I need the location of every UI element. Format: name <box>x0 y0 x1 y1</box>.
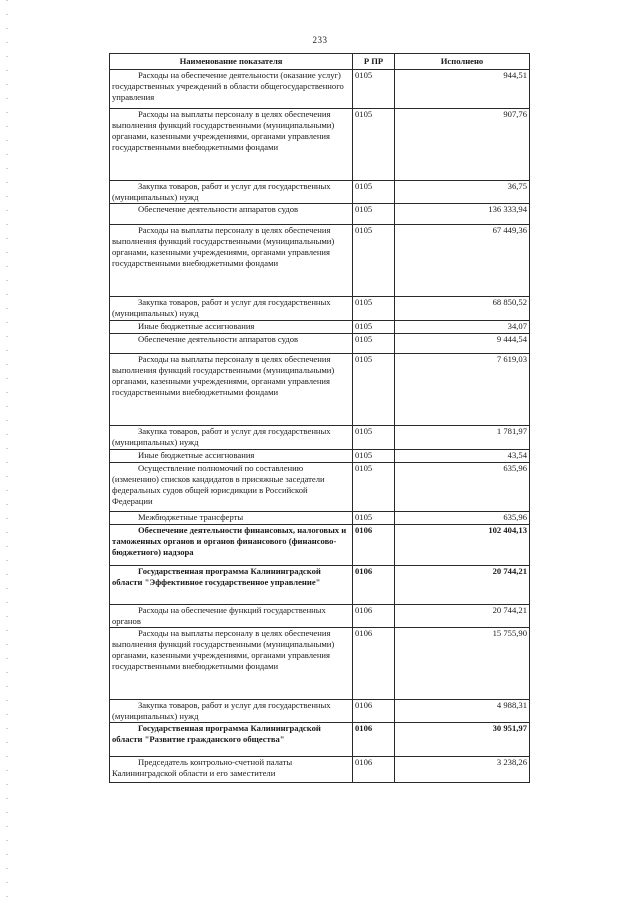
table-row <box>110 204 530 225</box>
table-row <box>110 723 530 757</box>
table-row <box>110 450 530 463</box>
row-section-code: 0106 <box>353 628 395 700</box>
row-indicator-name: Осуществление полномочий по составлению (изменению) списков кандидатов в присяжные заседатели федеральных судов общей юрисдикции в Российской Федерации <box>110 463 353 512</box>
table-row <box>110 512 530 525</box>
header-executed: Исполнено <box>395 54 530 70</box>
table-row <box>110 70 530 109</box>
row-executed-value: 68 850,52 <box>395 297 530 321</box>
row-section-code: 0106 <box>353 566 395 605</box>
row-section-code: 0106 <box>353 525 395 566</box>
row-section-code: 0105 <box>353 225 395 297</box>
row-indicator-name: Обеспечение деятельности аппаратов судов <box>110 334 353 354</box>
row-indicator-name: Иные бюджетные ассигнования <box>110 321 353 334</box>
table-row <box>110 525 530 566</box>
row-indicator-name: Расходы на выплаты персоналу в целях обеспечения выполнения функций государственными (муниципальными) органами, казенными учреждениями, органами управления государственными внебюджетными фондами <box>110 628 353 700</box>
row-section-code: 0105 <box>353 321 395 334</box>
row-executed-value: 1 781,97 <box>395 426 530 450</box>
row-indicator-name: Расходы на обеспечение деятельности (оказание услуг) государственных учреждений в области общегосударственного управления <box>110 70 353 109</box>
row-executed-value: 7 619,03 <box>395 354 530 426</box>
row-section-code: 0105 <box>353 334 395 354</box>
table-row <box>110 757 530 783</box>
row-section-code: 0105 <box>353 109 395 181</box>
row-section-code: 0105 <box>353 450 395 463</box>
table-row <box>110 321 530 334</box>
row-section-code: 0105 <box>353 512 395 525</box>
table-row <box>110 109 530 181</box>
row-executed-value: 34,07 <box>395 321 530 334</box>
row-executed-value: 635,96 <box>395 463 530 512</box>
row-executed-value: 907,76 <box>395 109 530 181</box>
row-executed-value: 36,75 <box>395 181 530 204</box>
row-section-code: 0106 <box>353 605 395 628</box>
row-section-code: 0105 <box>353 297 395 321</box>
row-executed-value: 944,51 <box>395 70 530 109</box>
row-indicator-name: Межбюджетные трансферты <box>110 512 353 525</box>
row-indicator-name: Закупка товаров, работ и услуг для государственных (муниципальных) нужд <box>110 297 353 321</box>
row-indicator-name: Расходы на выплаты персоналу в целях обеспечения выполнения функций государственными (муниципальными) органами, казенными учреждениями, органами управления государственными внебюджетными фондами <box>110 354 353 426</box>
row-executed-value: 30 951,97 <box>395 723 530 757</box>
row-executed-value: 136 333,94 <box>395 204 530 225</box>
row-section-code: 0106 <box>353 757 395 783</box>
row-section-code: 0106 <box>353 700 395 723</box>
row-indicator-name: Иные бюджетные ассигнования <box>110 450 353 463</box>
table-row <box>110 700 530 723</box>
row-executed-value: 635,96 <box>395 512 530 525</box>
row-indicator-name: Закупка товаров, работ и услуг для государственных (муниципальных) нужд <box>110 426 353 450</box>
row-executed-value: 43,54 <box>395 450 530 463</box>
row-indicator-name: Закупка товаров, работ и услуг для государственных (муниципальных) нужд <box>110 181 353 204</box>
row-section-code: 0105 <box>353 463 395 512</box>
row-indicator-name: Закупка товаров, работ и услуг для государственных (муниципальных) нужд <box>110 700 353 723</box>
table-row <box>110 628 530 700</box>
expenditure-table <box>109 53 530 783</box>
row-executed-value: 9 444,54 <box>395 334 530 354</box>
row-section-code: 0105 <box>353 426 395 450</box>
table-row <box>110 354 530 426</box>
row-indicator-name: Обеспечение деятельности аппаратов судов <box>110 204 353 225</box>
row-indicator-name: Расходы на выплаты персоналу в целях обеспечения выполнения функций государственными (муниципальными) органами, казенными учреждениями, органами управления государственными внебюджетными фондами <box>110 109 353 181</box>
header-code: Р ПР <box>353 54 395 70</box>
row-section-code: 0105 <box>353 354 395 426</box>
table-row <box>110 463 530 512</box>
row-section-code: 0105 <box>353 70 395 109</box>
table-row <box>110 334 530 354</box>
header-name: Наименование показателя <box>110 54 353 70</box>
row-executed-value: 20 744,21 <box>395 566 530 605</box>
table-row <box>110 566 530 605</box>
scan-margin-marks <box>6 0 8 905</box>
table-row <box>110 297 530 321</box>
page-number: 233 <box>312 35 328 45</box>
row-executed-value: 67 449,36 <box>395 225 530 297</box>
row-indicator-name: Государственная программа Калининградской области "Эффективное государственное управление" <box>110 566 353 605</box>
row-indicator-name: Председатель контрольно-счетной палаты Калининградской области и его заместители <box>110 757 353 783</box>
row-indicator-name: Государственная программа Калининградской области "Развитие гражданского общества" <box>110 723 353 757</box>
row-executed-value: 4 988,31 <box>395 700 530 723</box>
row-executed-value: 15 755,90 <box>395 628 530 700</box>
table-row <box>110 605 530 628</box>
row-executed-value: 20 744,21 <box>395 605 530 628</box>
row-executed-value: 3 238,26 <box>395 757 530 783</box>
row-section-code: 0106 <box>353 723 395 757</box>
row-indicator-name: Обеспечение деятельности финансовых, налоговых и таможенных органов и органов финансового (финансово-бюджетного) надзора <box>110 525 353 566</box>
table-row <box>110 181 530 204</box>
table-header-row <box>110 54 530 70</box>
row-indicator-name: Расходы на выплаты персоналу в целях обеспечения выполнения функций государственными (муниципальными) органами, казенными учреждениями, органами управления государственными внебюджетными фондами <box>110 225 353 297</box>
table-row <box>110 225 530 297</box>
row-indicator-name: Расходы на обеспечение функций государственных органов <box>110 605 353 628</box>
row-section-code: 0105 <box>353 204 395 225</box>
row-section-code: 0105 <box>353 181 395 204</box>
table-row <box>110 426 530 450</box>
row-executed-value: 102 404,13 <box>395 525 530 566</box>
